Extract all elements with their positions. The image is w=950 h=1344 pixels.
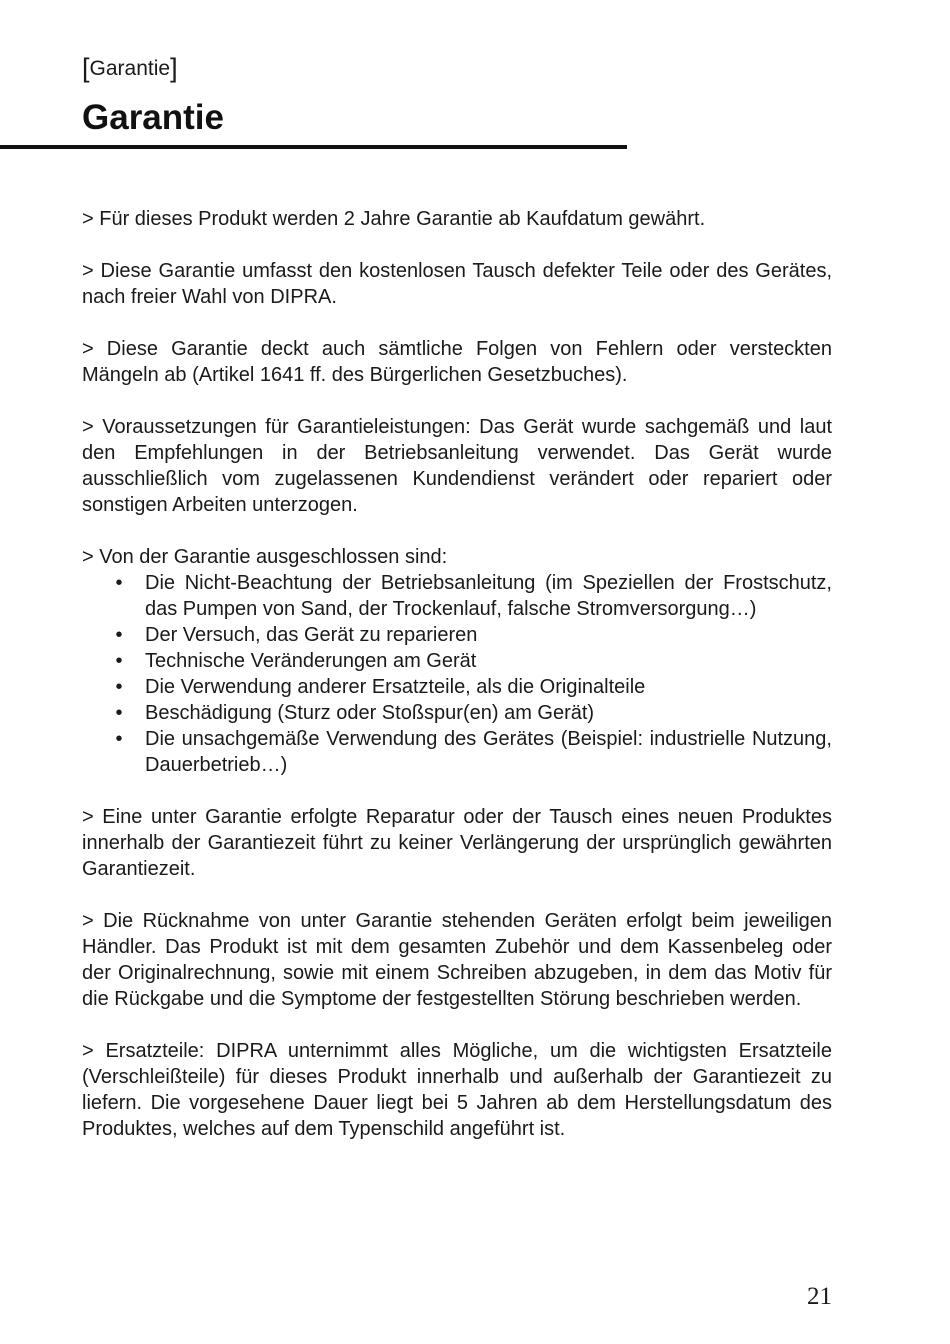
bullet-icon: • bbox=[115, 728, 123, 750]
bullet-icon: • bbox=[115, 572, 123, 594]
list-item bbox=[82, 570, 832, 622]
list-item-text: Die unsachgemäße Verwendung des Gerätes (Beispiel: industrielle Nutzung, Dauerbetrieb…) bbox=[145, 728, 832, 776]
breadcrumb-open-bracket: [ bbox=[82, 53, 90, 83]
list-item bbox=[82, 648, 832, 674]
list-item-text: Die Nicht-Beachtung der Betriebsanleitung (im Speziellen der Frostschutz, das Pumpen von Sand, der Trockenlauf, falsche Stromversorgung…) bbox=[145, 572, 832, 620]
page-number: 21 bbox=[807, 1283, 832, 1310]
list-item bbox=[82, 622, 832, 648]
list-item bbox=[82, 726, 832, 778]
list-item bbox=[82, 700, 832, 726]
paragraph-no-extension: > Eine unter Garantie erfolgte Reparatur oder der Tausch eines neuen Produktes innerhalb der Garantiezeit führt zu keiner Verlängerung der ursprünglich gewährten Garantiezeit. bbox=[82, 806, 832, 880]
paragraph-spare-parts: > Ersatzteile: DIPRA unternimmt alles Mögliche, um die wichtigsten Ersatzteile (Verschleißteile) für dieses Produkt innerhalb und außerhalb der Garantiezeit zu liefern. Die vorgesehene Dauer liegt bei 5 Jahren ab dem Herstellungsdatum des Produktes, welches auf dem Typenschild angeführt ist. bbox=[82, 1040, 832, 1140]
breadcrumb bbox=[82, 54, 178, 83]
list-item bbox=[82, 674, 832, 700]
list-item-text: Beschädigung (Sturz oder Stoßspur(en) am Gerät) bbox=[145, 702, 595, 724]
list-item-text: Der Versuch, das Gerät zu reparieren bbox=[145, 624, 478, 646]
warranty-content bbox=[82, 206, 832, 1168]
breadcrumb-label: Garantie bbox=[89, 57, 171, 80]
bullet-icon: • bbox=[115, 676, 123, 698]
exclusions-list bbox=[82, 570, 832, 778]
page-title: Garantie bbox=[82, 98, 224, 137]
bullet-icon: • bbox=[115, 624, 123, 646]
list-item-text: Technische Veränderungen am Gerät bbox=[145, 650, 477, 672]
title-divider bbox=[0, 145, 627, 149]
list-item-text: Die Verwendung anderer Ersatzteile, als die Originalteile bbox=[145, 676, 646, 698]
paragraph-warranty-conditions: > Voraussetzungen für Garantieleistungen: Das Gerät wurde sachgemäß und laut den Empfehlungen in der Betriebsanleitung verwendet. Das Gerät wurde ausschließlich vom zugelassenen Kundendienst verändert oder repariert oder sonstigen Arbeiten unterzogen. bbox=[82, 416, 832, 516]
paragraph-exclusions-intro: > Von der Garantie ausgeschlossen sind: bbox=[82, 546, 448, 568]
bullet-icon: • bbox=[115, 702, 123, 724]
paragraph-warranty-scope: > Diese Garantie umfasst den kostenlosen Tausch defekter Teile oder des Gerätes, nach freier Wahl von DIPRA. bbox=[82, 260, 832, 308]
paragraph-warranty-period: > Für dieses Produkt werden 2 Jahre Garantie ab Kaufdatum gewährt. bbox=[82, 208, 706, 230]
paragraph-hidden-defects: > Diese Garantie deckt auch sämtliche Folgen von Fehlern oder versteckten Mängeln ab (Artikel 1641 ff. des Bürgerlichen Gesetzbuches). bbox=[82, 338, 832, 386]
exclusions-section bbox=[82, 544, 832, 778]
breadcrumb-close-bracket: ] bbox=[170, 53, 178, 83]
bullet-icon: • bbox=[115, 650, 123, 672]
paragraph-returns: > Die Rücknahme von unter Garantie stehenden Geräten erfolgt beim jeweiligen Händler. Das Produkt ist mit dem gesamten Zubehör und dem Kassenbeleg oder der Originalrechnung, sowie mit einem Schreiben abzugeben, in dem das Motiv für die Rückgabe und die Symptome der festgestellten Störung beschrieben werden. bbox=[82, 910, 832, 1010]
